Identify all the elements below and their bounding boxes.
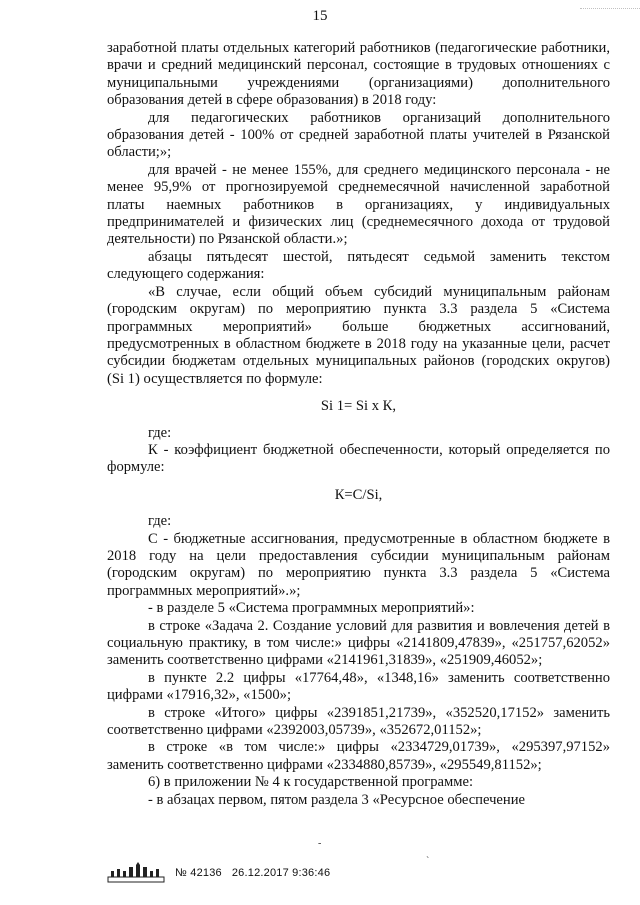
paragraph-16: - в абзацах первом, пятом раздела 3 «Ресурсное обеспечение [148, 791, 526, 808]
paragraph-2: для педагогических работников организаций дополнительного образования детей - 100% от средней заработной платы учителей в Рязанской области;»; [107, 109, 610, 161]
formula-1: Si 1= Si х К, [320, 398, 397, 415]
scan-speck: ` [426, 856, 430, 867]
paragraph-15: 6) в приложении № 4 к государственной программе: [148, 774, 474, 791]
paragraph-11: в строке «Задача 2. Создание условий для развития и вовлечения детей в социальную практику, в том числе:» цифры «2141809,47839», «251757,62052» заменить соответственно цифрами «2141961,31839», «251909,46052»; [107, 617, 610, 669]
scan-speck: - [318, 838, 322, 849]
document-timestamp: 26.12.2017 9:36:46 [231, 867, 331, 879]
paragraph-13: в строке «Итого» цифры «2391851,21739», «352520,17152» заменить соответственно цифрами «2392003,05739», «352672,01152»; [107, 704, 610, 739]
document-body [107, 40, 610, 809]
document-registration-number: № 42136 [175, 867, 222, 879]
paragraph-10: - в разделе 5 «Система программных мероприятий»: [148, 600, 475, 617]
government-seal-icon [107, 862, 165, 884]
paragraph-12: в пункте 2.2 цифры «17764,48», «1348,16» заменить соответственно цифрами «17916,32», «1500»; [107, 669, 610, 704]
paragraph-9: С - бюджетные ассигнования, предусмотренные в областном бюджете в 2018 году на цели предоставления субсидии муниципальным районам (городским округам) по мероприятию пункта 3.3 раздела 5 «Система программных мероприятий».»; [107, 530, 610, 599]
paragraph-14: в строке «в том числе:» цифры «2334729,01739», «295397,97152» заменить соответственно цифрами «2334880,85739», «295549,81152»; [107, 739, 610, 773]
formula-2: К=С/Si, [334, 486, 383, 503]
paragraph-8: где: [148, 513, 172, 530]
paragraph-5: «В случае, если общий объем субсидий муниципальным районам (городским округам) по мероприятию пункта 3.3 раздела 5 «Система программных мероприятий» больше бюджетных ассигнований, предусмотренных в областном бюджете в 2018 году на указанные цели, расчет субсидии бюджетам отдельных муниципальных районов (городских округов) (Si 1) осуществляется по формуле: [107, 283, 610, 387]
paragraph-6: где: [148, 424, 172, 441]
page-number: 15 [312, 8, 328, 24]
paragraph-1: заработной платы отдельных категорий работников (педагогические работники, врачи и средний медицинский персонал, состоящие в трудовых отношениях с муниципальными учреждениями (организациями) дополнительного образования детей в сфере образования) в 2018 году: [107, 40, 610, 109]
paragraph-7: К - коэффициент бюджетной обеспеченности, который определяется по формуле: [107, 441, 610, 476]
registration-footer [107, 862, 330, 884]
paragraph-4: абзацы пятьдесят шестой, пятьдесят седьмой заменить текстом следующего содержания: [107, 248, 610, 283]
paragraph-3: для врачей - не менее 155%, для среднего медицинского персонала - не менее 95,9% от прогнозируемой среднемесячной начисленной заработной платы наемных работников в организациях, у индивидуальных предпринимателей и физических лиц (среднемесячного дохода от трудовой деятельности) по Рязанской области.»; [107, 161, 610, 248]
